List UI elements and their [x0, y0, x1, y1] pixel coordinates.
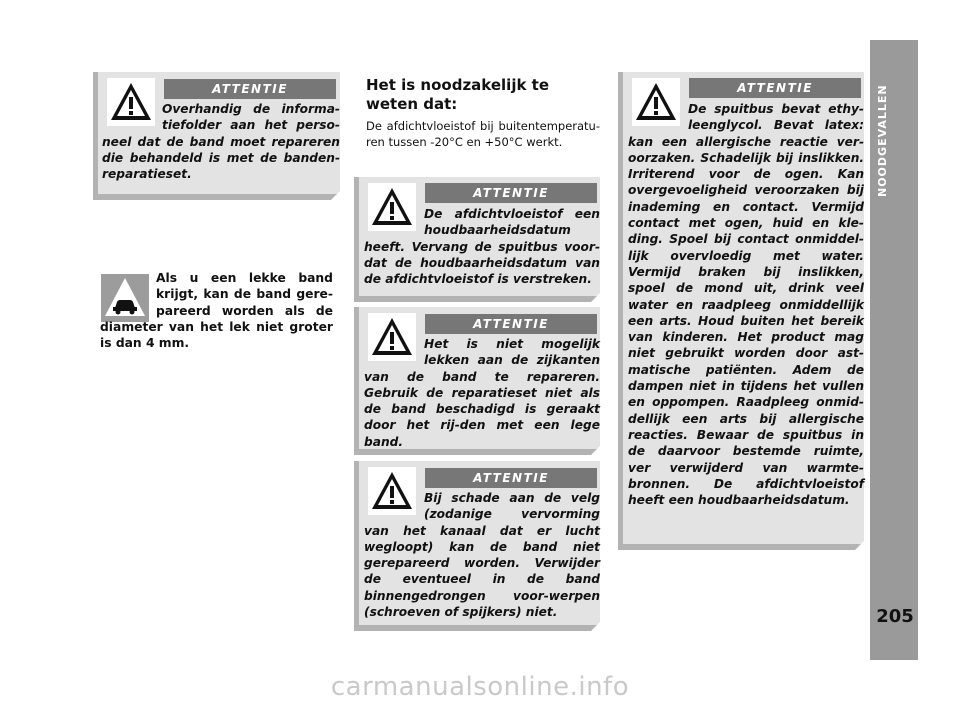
warning-banner: ATTENTIE	[689, 78, 861, 98]
section-title: Het is noodzakelijk te weten dat:	[366, 76, 550, 113]
section-body: De afdichtvloeistof bij buitentemperatu-ren tussen -20°C en +50°C werkt.	[366, 119, 600, 149]
watermark: carmanualsonline.info	[330, 672, 630, 702]
section-tab-label: NOODGEVALLEN	[876, 84, 889, 198]
warning-box-expiry	[354, 177, 600, 302]
warning-text	[359, 490, 600, 620]
warning-banner: ATTENTIE	[164, 79, 336, 99]
warning-text	[98, 101, 340, 182]
warning-banner: ATTENTIE	[425, 183, 597, 203]
warning-box-sidewall	[354, 307, 600, 455]
warning-box-rim	[354, 461, 600, 631]
warning-text	[359, 336, 600, 450]
warning-banner: ATTENTIE	[425, 468, 597, 488]
warning-text	[623, 101, 864, 508]
note-text	[100, 270, 333, 351]
warning-text-content: De afdichtvloeistof een houdbaarheidsdatum heeft. Vervang de spuitbus voor-dat de houdbaarheidsdatum van de afdichtvloeistof is verstreken.	[364, 207, 600, 287]
warning-box-handover	[93, 72, 340, 200]
warning-text-content: Het is niet mogelijk lekken aan de zijkanten van de band te repareren. Gebruik de reparatieset niet als de band beschadigd is geraakt door het rij-den met een lege band.	[364, 337, 600, 449]
warning-text-content: Bij schade aan de velg (zodanige vervorming van het kanaal dat er lucht wegloopt) kan de band niet gerepareerd worden. Verwijder de eventueel in de band binnengedrongen voor-werpen (schroeven of spijkers) niet.	[364, 491, 600, 620]
note-text-content: Als u een lekke band krijgt, kan de band gere-pareerd worden als de diameter van het lek niet groter is dan 4 mm.	[100, 271, 333, 351]
warning-box-spraycan	[618, 72, 864, 550]
warning-banner: ATTENTIE	[425, 314, 597, 334]
warning-text-content: De spuitbus bevat ethy-leenglycol. Bevat latex: kan een allergische reactie ver-oorzaken. Schadelijk bij inslikken. Irriterend voor de ogen. Kan overgevoeligheid veroorzaken bij inademing en contact. Vermijd contact met ogen, huid en kle-ding. Spoel bij contact onmiddel-lijk overvloedig met water. Vermijd braken bij inslikken, spoel de mond uit, drink veel water en raadpleeg onmiddellijk een arts. Houd buiten het bereik van kinderen. Het product mag niet gebruikt worden door ast-matische patiënten. Adem de dampen niet in tijdens het vullen en oppompen. Raadpleeg onmid-dellijk een arts bij allergische reacties. Bewaar de spuitbus in de daarvoor bestemde ruimte, ver verwijderd van warmte-bronnen. De afdichtvloeistof heeft een houdbaarheidsdatum.	[628, 102, 864, 508]
warning-text	[359, 206, 600, 287]
page-number: 205	[876, 606, 914, 627]
warning-text-content: Overhandig de informa-tiefolder aan het perso-neel dat de band moet repareren die behandeld is met de banden-reparatieset.	[102, 102, 340, 182]
